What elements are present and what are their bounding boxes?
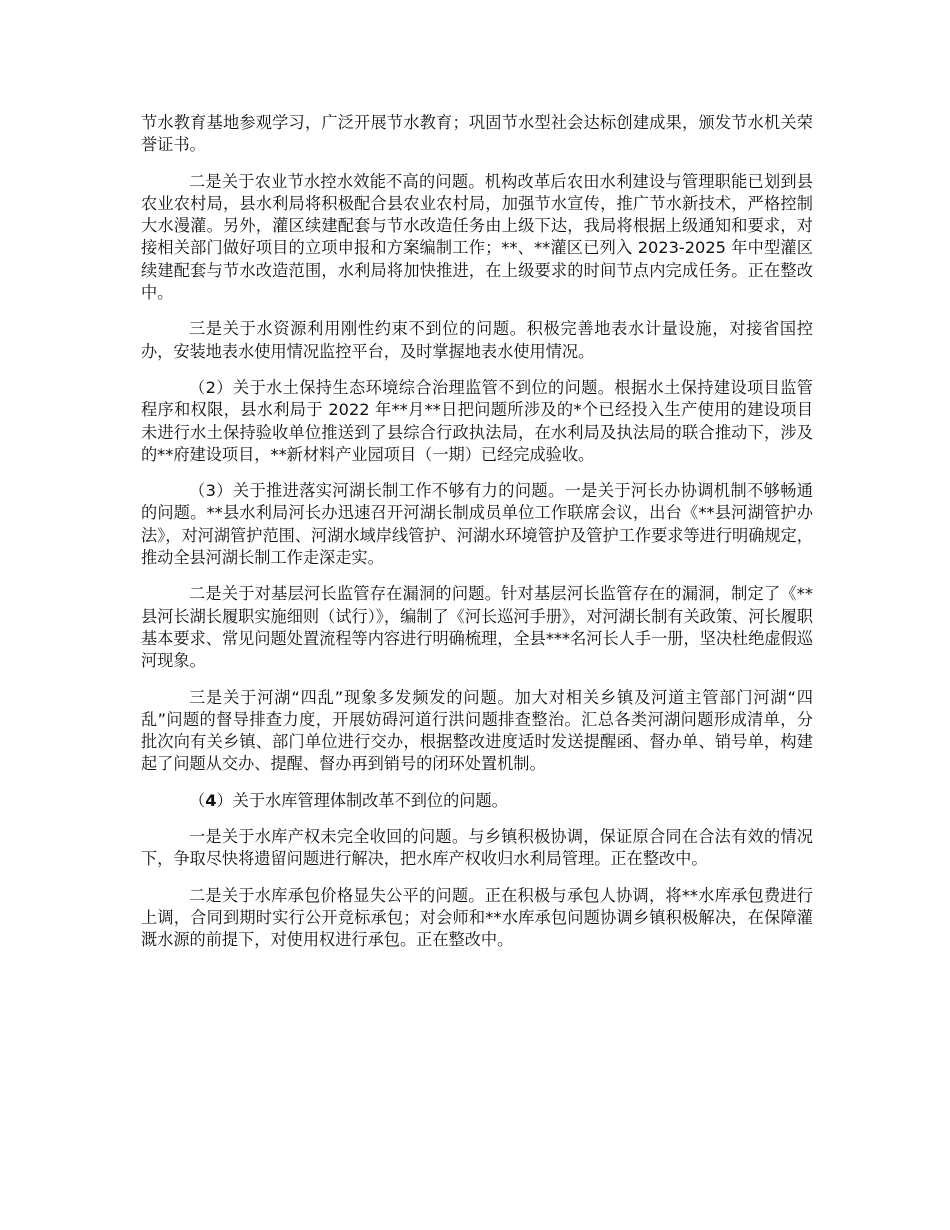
paragraph-8-text: 关于水库管理体制改革不到位的问题。	[232, 790, 508, 810]
paragraph-6: 二是关于对基层河长监管存在漏洞的问题。针对基层河长监管存在的漏洞，制定了《**县河长湖长履职实施细则（试行）》，编制了《河长巡河手册》，对河湖长制有关政策、河长履职基本要求、常见问题处置流程等内容进行明确梳理，全县***名河长人手一册，坚决杜绝虚假巡河现象。	[141, 584, 813, 671]
paragraph-9: 一是关于水库产权未完全收回的问题。与乡镇积极协调，保证原合同在合法有效的情况下，争取尽快将遗留问题进行解决，把水库产权收归水利局管理。正在整改中。	[141, 827, 813, 869]
paragraph-8-close: ）	[216, 790, 233, 810]
paragraph-8-number: 4	[205, 790, 217, 810]
paragraph-2: 二是关于农业节水控水效能不高的问题。机构改革后农田水利建设与管理职能已划到县农业农村局，县水利局将积极配合县农业农村局，加强节水宣传，推广节水新技术，严格控制大水漫灌。另外，灌区续建配套与节水改造任务由上级下达，我局将根据上级通知和要求，对接相关部门做好项目的立项申报和方案编制工作；**、**灌区已列入 2023-2025 年中型灌区续建配套与节水改造范围，水利局将加快推进，在上级要求的时间节点内完成任务。正在整改中。	[141, 171, 813, 303]
paragraph-4: （2）关于水土保持生态环境综合治理监管不到位的问题。根据水土保持建设项目监管程序和权限，县水利局于 2022 年**月**日把问题所涉及的*个已经投入生产使用的建设项目未进行水土保持验收单位推送到了县综合行政执法局，在水利局及执法局的联合推动下，涉及的**府建设项目，**新材料产业园项目（一期）已经完成验收。	[141, 377, 813, 464]
paragraph-8-open: （	[189, 790, 206, 810]
paragraph-8	[141, 790, 813, 812]
paragraph-1: 节水教育基地参观学习，广泛开展节水教育；巩固节水型社会达标创建成果，颁发节水机关荣誉证书。	[141, 113, 813, 155]
paragraph-7: 三是关于河湖“四乱”现象多发频发的问题。加大对相关乡镇及河道主管部门河湖“四乱”问题的督导排查力度，开展妨碍河道行洪问题排查整治。汇总各类河湖问题形成清单，分批次向有关乡镇、部门单位进行交办，根据整改进度适时发送提醒函、督办单、销号单，构建起了问题从交办、提醒、督办再到销号的闭环处置机制。	[141, 687, 813, 774]
paragraph-10: 二是关于水库承包价格显失公平的问题。正在积极与承包人协调，将**水库承包费进行上调，合同到期时实行公开竞标承包；对会师和**水库承包问题协调乡镇积极解决，在保障灌溉水源的前提下，对使用权进行承包。正在整改中。	[141, 885, 813, 950]
paragraph-5: （3）关于推进落实河湖长制工作不够有力的问题。一是关于河长办协调机制不够畅通的问题。**县水利局河长办迅速召开河湖长制成员单位工作联席会议，出台《**县河湖管护办法》，对河湖管护范围、河湖水域岸线管护、河湖水环境管护及管护工作要求等进行明确规定，推动全县河湖长制工作走深走实。	[141, 481, 813, 568]
paragraph-3: 三是关于水资源利用刚性约束不到位的问题。积极完善地表水计量设施，对接省国控办，安装地表水使用情况监控平台，及时掌握地表水使用情况。	[141, 319, 813, 361]
document-page	[141, 112, 813, 966]
